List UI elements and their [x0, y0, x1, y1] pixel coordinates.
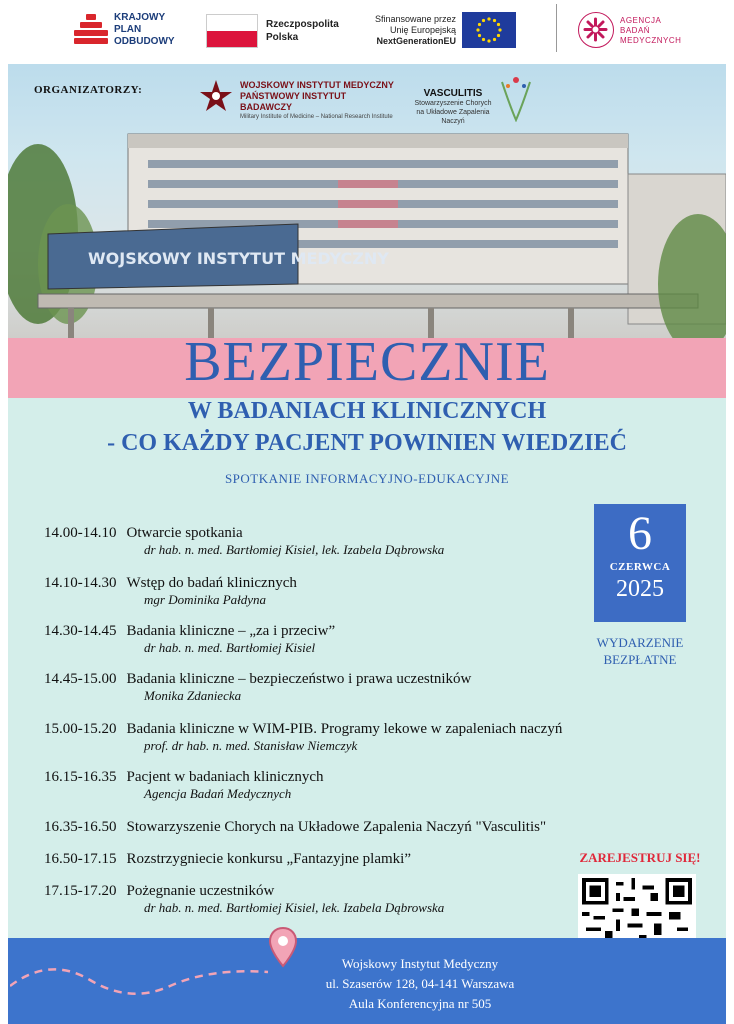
eu-line: NextGenerationEU: [376, 36, 456, 46]
schedule-time: 16.35-16.50: [44, 819, 117, 835]
event-subtitle: SPOTKANIE INFORMACYJNO-EDUKACYJNE: [224, 471, 510, 486]
abm-logo: [578, 10, 718, 52]
schedule-time: 16.15-16.35: [44, 769, 117, 785]
schedule-time: 14.30-14.45: [44, 623, 117, 639]
wim-subname: PAŃSTWOWY INSTYTUT BADAWCZY: [240, 91, 347, 112]
organizers-label: ORGANIZATORZY:: [34, 84, 143, 96]
kpo-line: KRAJOWY: [114, 12, 166, 23]
schedule-speaker: prof. dr hab. n. med. Stanisław Niemczyk: [144, 738, 358, 753]
schedule-title: Badania kliniczne – „za i przeciw”: [126, 623, 336, 639]
eu-logo: [366, 12, 516, 52]
schedule-title: Badania kliniczne w WIM-PIB. Programy lekowe w zapaleniach naczyń: [126, 721, 563, 737]
eu-line: Unię Europejską: [389, 25, 456, 35]
rp-logo: [206, 14, 356, 50]
sponsor-logo-bar: [0, 0, 734, 62]
wim-english: Military Institute of Medicine – National Research Institute: [240, 114, 393, 120]
register-call: ZAREJESTRUJ SIĘ!: [579, 850, 701, 865]
rp-line: Rzeczpospolita: [266, 19, 339, 30]
logo-divider: [556, 4, 557, 52]
date-year: 2025: [616, 576, 664, 602]
vasculitis-line: Stowarzyszenie Chorych: [414, 100, 492, 107]
free-line: WYDARZENIE: [596, 635, 684, 650]
kpo-line: ODBUDOWY: [114, 36, 175, 47]
rp-line: Polska: [266, 32, 299, 43]
schedule-speaker: mgr Dominika Pałdyna: [144, 592, 267, 607]
date-month: CZERWCA: [609, 561, 671, 573]
address-line: Wojskowy Instytut Medyczny: [341, 956, 499, 971]
free-line: BEZPŁATNE: [603, 652, 677, 667]
event-address: [300, 954, 540, 1014]
schedule-title: Wstęp do badań klinicznych: [126, 575, 297, 591]
free-event-label: [584, 634, 696, 668]
schedule-speaker: Agencja Badań Medycznych: [144, 786, 292, 801]
schedule-time: 16.50-17.15: [44, 851, 117, 867]
main-title: BEZPIECZNIE: [184, 331, 550, 393]
address-line: Aula Konferencyjna nr 505: [348, 996, 492, 1011]
schedule-time: 14.45-15.00: [44, 671, 117, 687]
kpo-line: PLAN: [114, 24, 142, 35]
vasculitis-line: na Układowe Zapalenia Naczyń: [416, 109, 490, 125]
abm-logo-icon: [578, 12, 614, 48]
title-line-2: W BADANIACH KLINICZNYCH: [187, 398, 547, 424]
event-date-box: [594, 504, 686, 622]
schedule-item: [44, 818, 704, 836]
schedule-title: Badania kliniczne – bezpieczeństwo i prawa uczestników: [126, 671, 472, 687]
address-line: ul. Szaserów 128, 04-141 Warszawa: [325, 976, 515, 991]
schedule-item: [44, 768, 704, 802]
schedule-speaker: Monika Zdaniecka: [144, 688, 242, 703]
schedule-item: [44, 720, 704, 754]
schedule-time: 14.00-14.10: [44, 525, 117, 541]
abm-line: BADAŃ: [620, 26, 651, 35]
location-pin-icon: [268, 926, 298, 968]
schedule-title: Pacjent w badaniach klinicznych: [126, 769, 324, 785]
title-line-3: - CO KAŻDY PACJENT POWINIEN WIEDZIEĆ: [107, 430, 627, 456]
abm-line: MEDYCZNYCH: [620, 36, 682, 45]
schedule-speaker: dr hab. n. med. Bartłomiej Kisiel, lek. Izabela Dąbrowska: [144, 900, 445, 915]
schedule-time: 14.10-14.30: [44, 575, 117, 591]
svg-text:WOJSKOWY INSTYTUT MEDYCZNY: WOJSKOWY INSTYTUT MEDYCZNY: [88, 249, 389, 268]
schedule-time: 15.00-15.20: [44, 721, 117, 737]
schedule-item: [44, 670, 704, 704]
abm-line: AGENCJA: [620, 16, 662, 25]
schedule-title: Pożegnanie uczestników: [126, 883, 275, 899]
schedule-title: Otwarcie spotkania: [126, 525, 243, 541]
kpo-logo-icon: [74, 14, 108, 48]
wim-name: WOJSKOWY INSTYTUT MEDYCZNY: [240, 80, 394, 90]
vasculitis-name: VASCULITIS: [423, 88, 483, 99]
schedule-title: Rozstrzygniecie konkursu „Fantazyjne plamki”: [126, 851, 411, 867]
poland-flag-icon: [206, 14, 258, 48]
kpo-logo: [74, 12, 194, 52]
schedule-speaker: dr hab. n. med. Bartłomiej Kisiel: [144, 640, 316, 655]
hospital-photo-panel: [8, 64, 726, 376]
eu-flag-icon: [462, 12, 516, 48]
schedule-speaker: dr hab. n. med. Bartłomiej Kisiel, lek. Izabela Dąbrowska: [144, 542, 445, 557]
schedule-title: Stowarzyszenie Chorych na Układowe Zapalenia Naczyń "Vasculitis": [126, 819, 547, 835]
dashed-route-line: [10, 946, 270, 1006]
eu-line: Sfinansowane przez: [374, 14, 456, 24]
date-day: 6: [628, 507, 652, 560]
wim-emblem-icon: [198, 78, 234, 114]
schedule-time: 17.15-17.20: [44, 883, 117, 899]
